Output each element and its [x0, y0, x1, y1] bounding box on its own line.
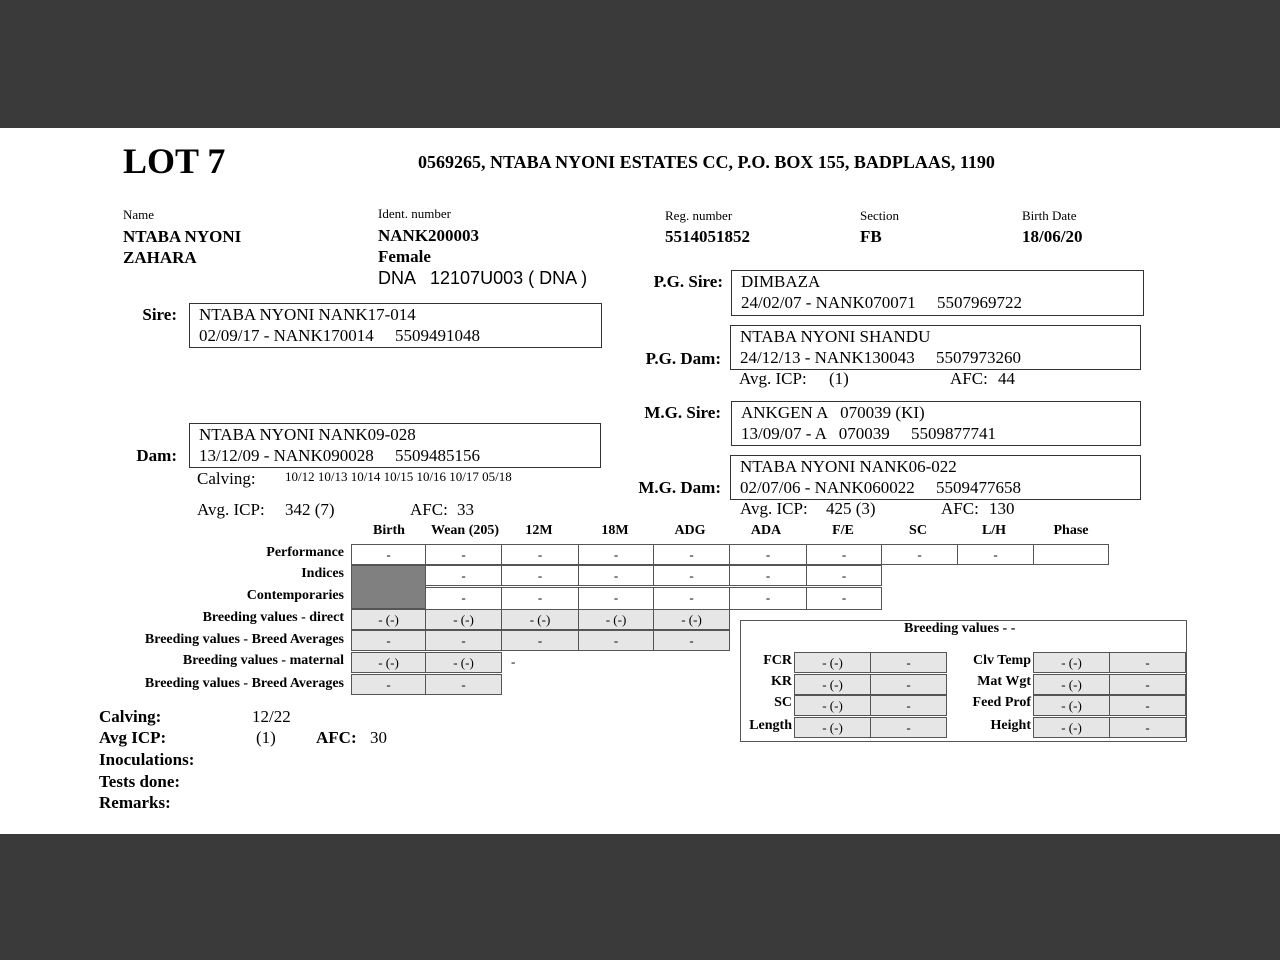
bv-avg-cell: - [1109, 695, 1186, 716]
dam-box [189, 423, 601, 468]
dam-afc-value: 33 [457, 500, 474, 519]
animal-name-line1: NTABA NYONI [123, 227, 242, 246]
bv-maternal-cell: - (-) [351, 652, 426, 673]
lot-number: LOT 7 [123, 141, 226, 181]
lot-sheet [0, 128, 1280, 834]
pg-dam-name: NTABA NYONI SHANDU [740, 327, 931, 346]
owner-info: 0569265, NTABA NYONI ESTATES CC, P.O. BOX 155, BADPLAAS, 1190 [418, 152, 995, 172]
mg-dam-details: 02/07/06 - NANK060022 5509477658 [740, 478, 1021, 497]
pg-dam-afc-label: AFC: [950, 369, 988, 388]
dam-details: 13/12/09 - NANK090028 5509485156 [199, 446, 480, 465]
col-header-adg: ADG [674, 523, 706, 538]
bv-avg-cell: - [653, 630, 730, 651]
bv-label-height: Height [990, 718, 1031, 733]
bv-avg-cell: - [351, 674, 426, 695]
pg-dam-details: 24/12/13 - NANK130043 5507973260 [740, 348, 1021, 367]
perf-cell: - [578, 544, 654, 565]
bv-value-cell: - (-) [794, 674, 871, 695]
sire-name: NTABA NYONI NANK17-014 [199, 305, 416, 324]
col-header-lh: L/H [981, 523, 1007, 538]
birth-date: 18/06/20 [1022, 227, 1083, 246]
contemp-cell: - [578, 587, 654, 610]
bv-direct-cell: - (-) [351, 609, 426, 630]
indices-cell: - [578, 565, 654, 586]
footer-icp-label: Avg ICP: [99, 728, 167, 747]
sire-box [189, 303, 602, 348]
indices-cell: - [425, 565, 502, 586]
col-header-fe: F/E [832, 523, 854, 538]
col-header-18m: 18M [601, 523, 629, 538]
dam-name: NTABA NYONI NANK09-028 [199, 425, 416, 444]
bv-label-fcr: FCR [763, 653, 792, 668]
animal-name-line2: ZAHARA [123, 248, 197, 267]
mg-dam-label: M.G. Dam: [638, 478, 721, 497]
row-label-bv-direct: Breeding values - direct [202, 610, 344, 625]
mg-sire-details: 13/09/07 - A 070039 5509877741 [741, 424, 997, 443]
contemp-cell: - [653, 587, 730, 610]
col-header-phase: Phase [1053, 523, 1089, 538]
mg-dam-icp-value: 425 (3) [826, 499, 876, 518]
bv-direct-cell: - (-) [501, 609, 579, 630]
col-header-12m: 12M [525, 523, 553, 538]
bv-value-cell: - (-) [794, 717, 871, 738]
bv-value-cell: - (-) [1033, 717, 1110, 738]
mg-dam-name: NTABA NYONI NANK06-022 [740, 457, 957, 476]
indices-cell: - [501, 565, 579, 586]
footer-inoculations-label: Inoculations: [99, 750, 195, 769]
pg-dam-icp-label: Avg. ICP: [739, 369, 807, 388]
dam-icp-value: 342 (7) [285, 500, 335, 519]
perf-cell: - [351, 544, 426, 565]
pg-dam-label: P.G. Dam: [645, 349, 721, 368]
mg-dam-icp-label: Avg. ICP: [740, 499, 808, 518]
footer-icp-value: (1) [256, 728, 276, 747]
bv-avg-cell: - [578, 630, 654, 651]
bv-avg-cell: - [425, 630, 502, 651]
ident-number: NANK200003 [378, 226, 480, 245]
bv-direct-cell: - (-) [425, 609, 502, 630]
mg-dam-box [730, 455, 1141, 500]
bv-label-sc: SC [774, 695, 792, 710]
section-label: Section [860, 208, 899, 223]
footer-tests-label: Tests done: [99, 772, 181, 791]
pg-sire-name: DIMBAZA [741, 272, 821, 291]
footer-afc-label: AFC: [316, 728, 357, 747]
pg-dam-afc-value: 44 [998, 369, 1015, 388]
pg-dam-box [730, 325, 1141, 370]
dam-calving-label: Calving: [197, 469, 256, 488]
footer-remarks-label: Remarks: [99, 793, 171, 812]
bv-panel-title: Breeding values - - [904, 621, 1016, 636]
mg-dam-afc-label: AFC: [941, 499, 979, 518]
perf-cell: - [425, 544, 502, 565]
bv-direct-cell: - (-) [653, 609, 730, 630]
mg-dam-afc-value: 130 [989, 499, 1015, 518]
row-label-bv-avg: Breeding values - Breed Averages [144, 676, 344, 691]
pg-sire-details: 24/02/07 - NANK070071 5507969722 [741, 293, 1022, 312]
reg-number: 5514051852 [665, 227, 750, 246]
pg-sire-box [731, 270, 1144, 316]
sire-label: Sire: [142, 305, 177, 324]
footer-calving-label: Calving: [99, 707, 162, 726]
perf-cell: - [501, 544, 579, 565]
col-header-ada: ADA [750, 523, 782, 538]
col-header-sc: SC [909, 523, 927, 538]
bv-avg-cell: - [870, 652, 947, 673]
perf-cell: - [957, 544, 1034, 565]
bv-avg-cell: - [351, 630, 426, 651]
bv-direct-cell: - (-) [578, 609, 654, 630]
greyed-cell [351, 565, 426, 609]
mg-sire-label: M.G. Sire: [644, 403, 721, 422]
row-label-bv-maternal: Breeding values - maternal [182, 653, 344, 668]
mg-sire-name: ANKGEN A 070039 (KI) [741, 403, 925, 422]
footer-afc-value: 30 [370, 728, 387, 747]
dam-calving-dates: 10/12 10/13 10/14 10/15 10/16 10/17 05/18 [285, 469, 512, 484]
sex: Female [378, 247, 431, 266]
section-value: FB [860, 227, 882, 246]
pg-sire-label: P.G. Sire: [653, 272, 723, 291]
birth-label: Birth Date [1022, 208, 1077, 223]
bv-avg-cell: - [1109, 674, 1186, 695]
bv-label-clv-temp: Clv Temp [973, 653, 1031, 668]
footer-calving-value: 12/22 [252, 707, 291, 726]
contemp-cell: - [806, 587, 882, 610]
bv-avg-cell: - [1109, 652, 1186, 673]
ident-label: Ident. number [378, 206, 451, 221]
bv-avg-cell: - [870, 695, 947, 716]
perf-cell: - [729, 544, 807, 565]
dam-afc-label: AFC: [410, 500, 448, 519]
row-label-bv-avg: Breeding values - Breed Averages [144, 632, 344, 647]
bv-avg-cell: - [1109, 717, 1186, 738]
perf-cell: - [653, 544, 730, 565]
perf-cell: - [806, 544, 882, 565]
indices-cell: - [729, 565, 807, 586]
bv-value-cell: - (-) [1033, 695, 1110, 716]
sire-details: 02/09/17 - NANK170014 5509491048 [199, 326, 480, 345]
dam-icp-label: Avg. ICP: [197, 500, 265, 519]
bv-label-mat-wgt: Mat Wgt [977, 674, 1031, 689]
bv-value-cell: - (-) [1033, 674, 1110, 695]
bv-avg-cell: - [870, 717, 947, 738]
contemp-cell: - [729, 587, 807, 610]
perf-cell [1033, 544, 1109, 565]
reg-label: Reg. number [665, 208, 733, 223]
bv-label-kr: KR [771, 674, 792, 689]
indices-cell: - [653, 565, 730, 586]
pg-dam-icp-value: (1) [829, 369, 849, 388]
bv-value-cell: - (-) [794, 652, 871, 673]
bv-avg-cell: - [501, 630, 579, 651]
dna-info: DNA 12107U003 ( DNA ) [378, 268, 588, 288]
bv-value-cell: - (-) [794, 695, 871, 716]
row-label-performance: Performance [266, 545, 344, 560]
bv-value-cell: - (-) [1033, 652, 1110, 673]
bv-maternal-cell: - (-) [425, 652, 502, 673]
bv-avg-cell: - [870, 674, 947, 695]
bv-label-feed-prof: Feed Prof [972, 695, 1031, 710]
name-label: Name [123, 207, 155, 222]
mg-sire-box [731, 401, 1141, 446]
col-header-birth: Birth [373, 523, 405, 538]
bv-avg-cell: - [425, 674, 502, 695]
perf-cell: - [881, 544, 958, 565]
row-label-contemporaries: Contemporaries [246, 588, 344, 603]
bv-maternal-extra: - [511, 654, 516, 669]
dam-label: Dam: [136, 446, 177, 465]
indices-cell: - [806, 565, 882, 586]
col-header-wean: Wean (205) [430, 523, 500, 538]
contemp-cell: - [501, 587, 579, 610]
bv-label-length: Length [749, 718, 792, 733]
row-label-indices: Indices [301, 566, 344, 581]
contemp-cell: - [425, 587, 502, 610]
